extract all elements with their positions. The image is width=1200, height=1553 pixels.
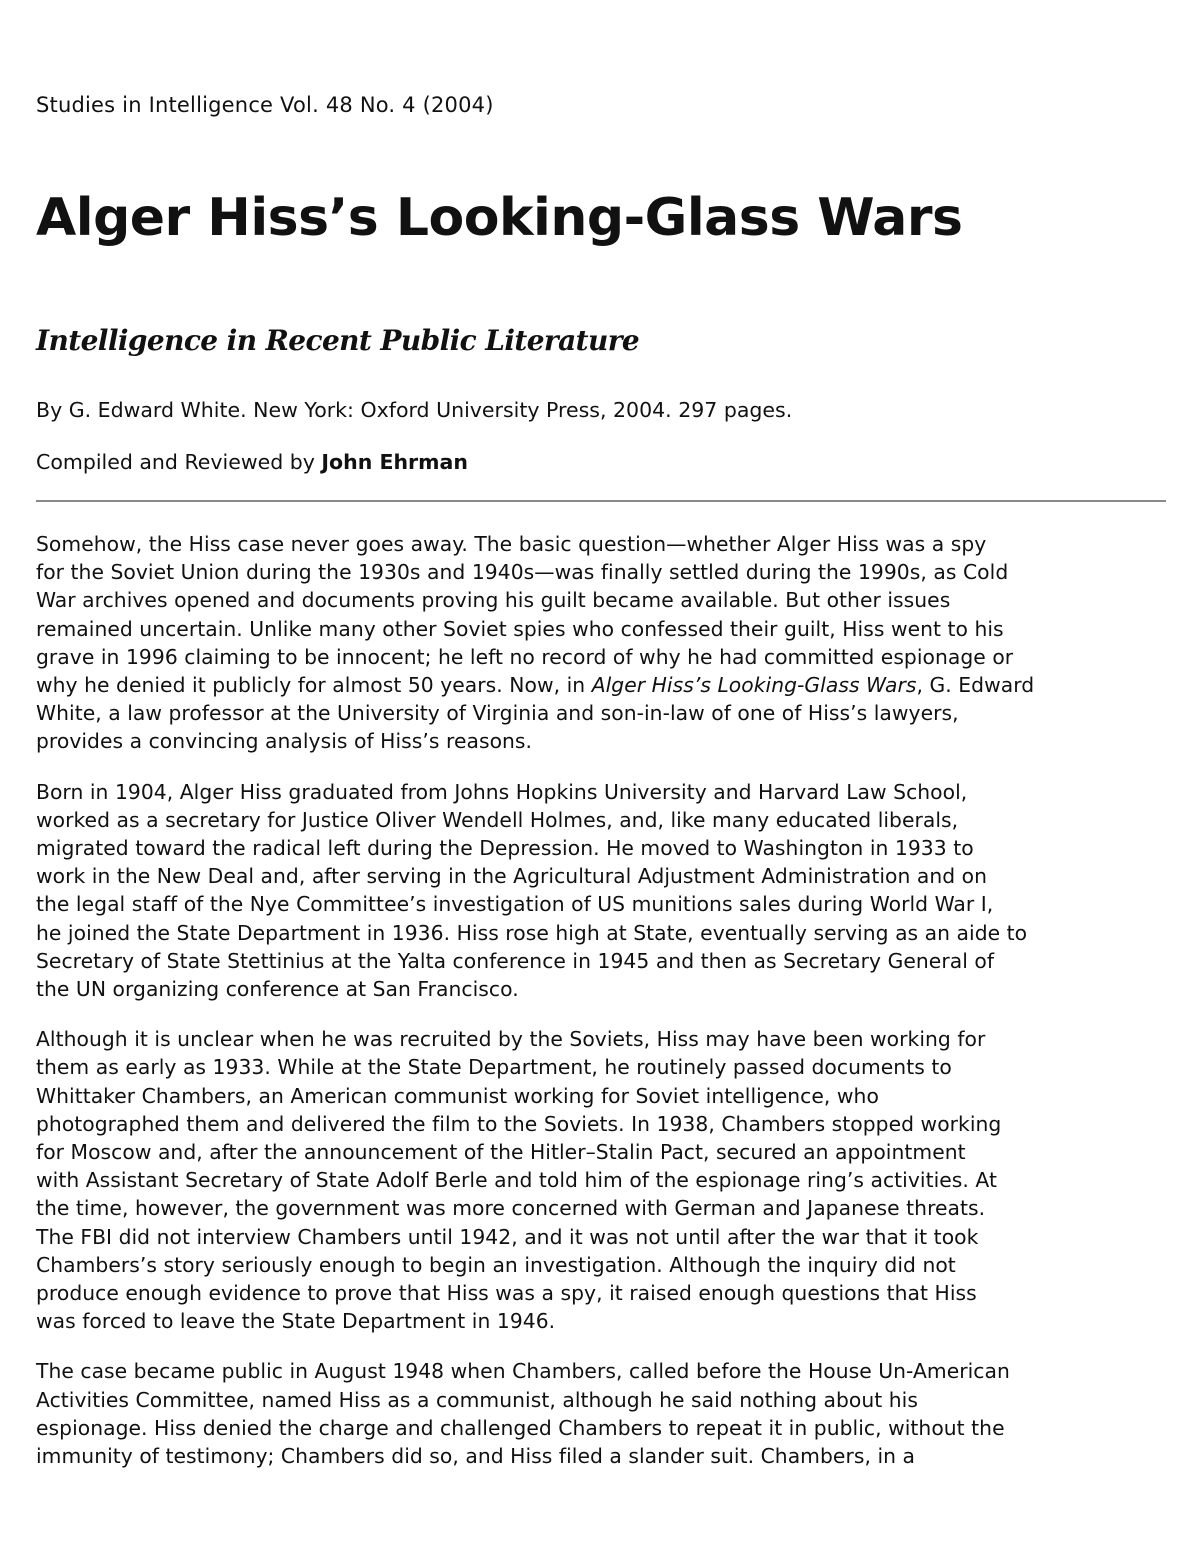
text-line: Activities Committee, named Hiss as a communist, although he said nothing about his: [36, 1387, 918, 1412]
text-line: [36, 671, 1166, 699]
text-line: Secretary of State Stettinius at the Yalta conference in 1945 and then as Secretary General of: [36, 948, 995, 973]
text-line: Somehow, the Hiss case never goes away. The basic question—whether Alger Hiss was a spy: [36, 532, 987, 556]
text-line: photographed them and delivered the film to the Soviets. In 1938, Chambers stopped working: [36, 1111, 1002, 1136]
header-divider: [36, 500, 1166, 502]
text-line: the UN organizing conference at San Francisco.: [36, 977, 519, 1002]
text-line: migrated toward the radical left during the Depression. He moved to Washington in 1933 to: [36, 836, 974, 861]
section-subtitle: Intelligence in Recent Public Literature: [36, 324, 640, 357]
text-line: grave in 1996 claiming to be innocent; he left no record of why he had committed espionage or: [36, 644, 1014, 669]
article-body: [36, 530, 1166, 1492]
text-line: The FBI did not interview Chambers until 1942, and it was not until after the war that it took: [36, 1224, 979, 1249]
text-segment: , G. Edward: [916, 673, 1035, 698]
book-citation: By G. Edward White. New York: Oxford University Press, 2004. 297 pages.: [36, 398, 793, 422]
journal-issue: Studies in Intelligence Vol. 48 No. 4 (2004): [36, 93, 494, 117]
text-line: War archives opened and documents proving his guilt became available. But other issues: [36, 588, 951, 613]
text-line: worked as a secretary for Justice Oliver Wendell Holmes, and, like many educated liberals,: [36, 807, 959, 832]
paragraph-3: [36, 1025, 1166, 1335]
article-title: Alger Hiss’s Looking-Glass Wars: [36, 188, 963, 248]
text-line: immunity of testimony; Chambers did so, and Hiss filed a slander suit. Chambers, in a: [36, 1444, 916, 1469]
text-line: provides a convincing analysis of Hiss’s reasons.: [36, 729, 533, 754]
text-line: Although it is unclear when he was recruited by the Soviets, Hiss may have been working for: [36, 1027, 986, 1052]
text-line: The case became public in August 1948 when Chambers, called before the House Un-American: [36, 1359, 1010, 1384]
text-line: Born in 1904, Alger Hiss graduated from Johns Hopkins University and Harvard Law School,: [36, 779, 968, 804]
paragraph-1: [36, 530, 1166, 756]
text-line: for the Soviet Union during the 1930s and 1940s—was finally settled during the 1990s, as Cold: [36, 560, 1009, 585]
reviewer-credit: [36, 450, 468, 474]
text-line: remained uncertain. Unlike many other Soviet spies who confessed their guilt, Hiss went to his: [36, 616, 1004, 641]
text-line: the time, however, the government was more concerned with German and Japanese threats.: [36, 1196, 986, 1221]
text-line: White, a law professor at the University of Virginia and son-in-law of one of Hiss’s lawyers,: [36, 701, 959, 726]
paragraph-2: [36, 778, 1166, 1004]
text-line: work in the New Deal and, after serving in the Agricultural Adjustment Administration and on: [36, 864, 988, 889]
text-line: Whittaker Chambers, an American communist working for Soviet intelligence, who: [36, 1083, 879, 1108]
text-line: espionage. Hiss denied the charge and challenged Chambers to repeat it in public, without the: [36, 1415, 1005, 1440]
text-line: Chambers’s story seriously enough to begin an investigation. Although the inquiry did not: [36, 1252, 956, 1277]
text-line: them as early as 1933. While at the State Department, he routinely passed documents to: [36, 1055, 952, 1080]
text-line: produce enough evidence to prove that Hiss was a spy, it raised enough questions that Hiss: [36, 1281, 977, 1306]
credit-prefix: Compiled and Reviewed by: [36, 450, 315, 474]
text-segment: why he denied it publicly for almost 50 years. Now, in: [36, 673, 586, 698]
text-line: was forced to leave the State Department in 1946.: [36, 1309, 556, 1334]
text-line: he joined the State Department in 1936. Hiss rose high at State, eventually serving as an aide to: [36, 920, 1028, 945]
paragraph-4: [36, 1357, 1166, 1470]
reviewer-name: John Ehrman: [321, 450, 468, 474]
text-line: the legal staff of the Nye Committee’s investigation of US munitions sales during World War I,: [36, 892, 994, 917]
text-line: with Assistant Secretary of State Adolf Berle and told him of the espionage ring’s activities. At: [36, 1168, 997, 1193]
text-line: for Moscow and, after the announcement of the Hitler–Stalin Pact, secured an appointment: [36, 1140, 966, 1165]
book-title-italic: Alger Hiss’s Looking-Glass Wars: [591, 673, 917, 698]
